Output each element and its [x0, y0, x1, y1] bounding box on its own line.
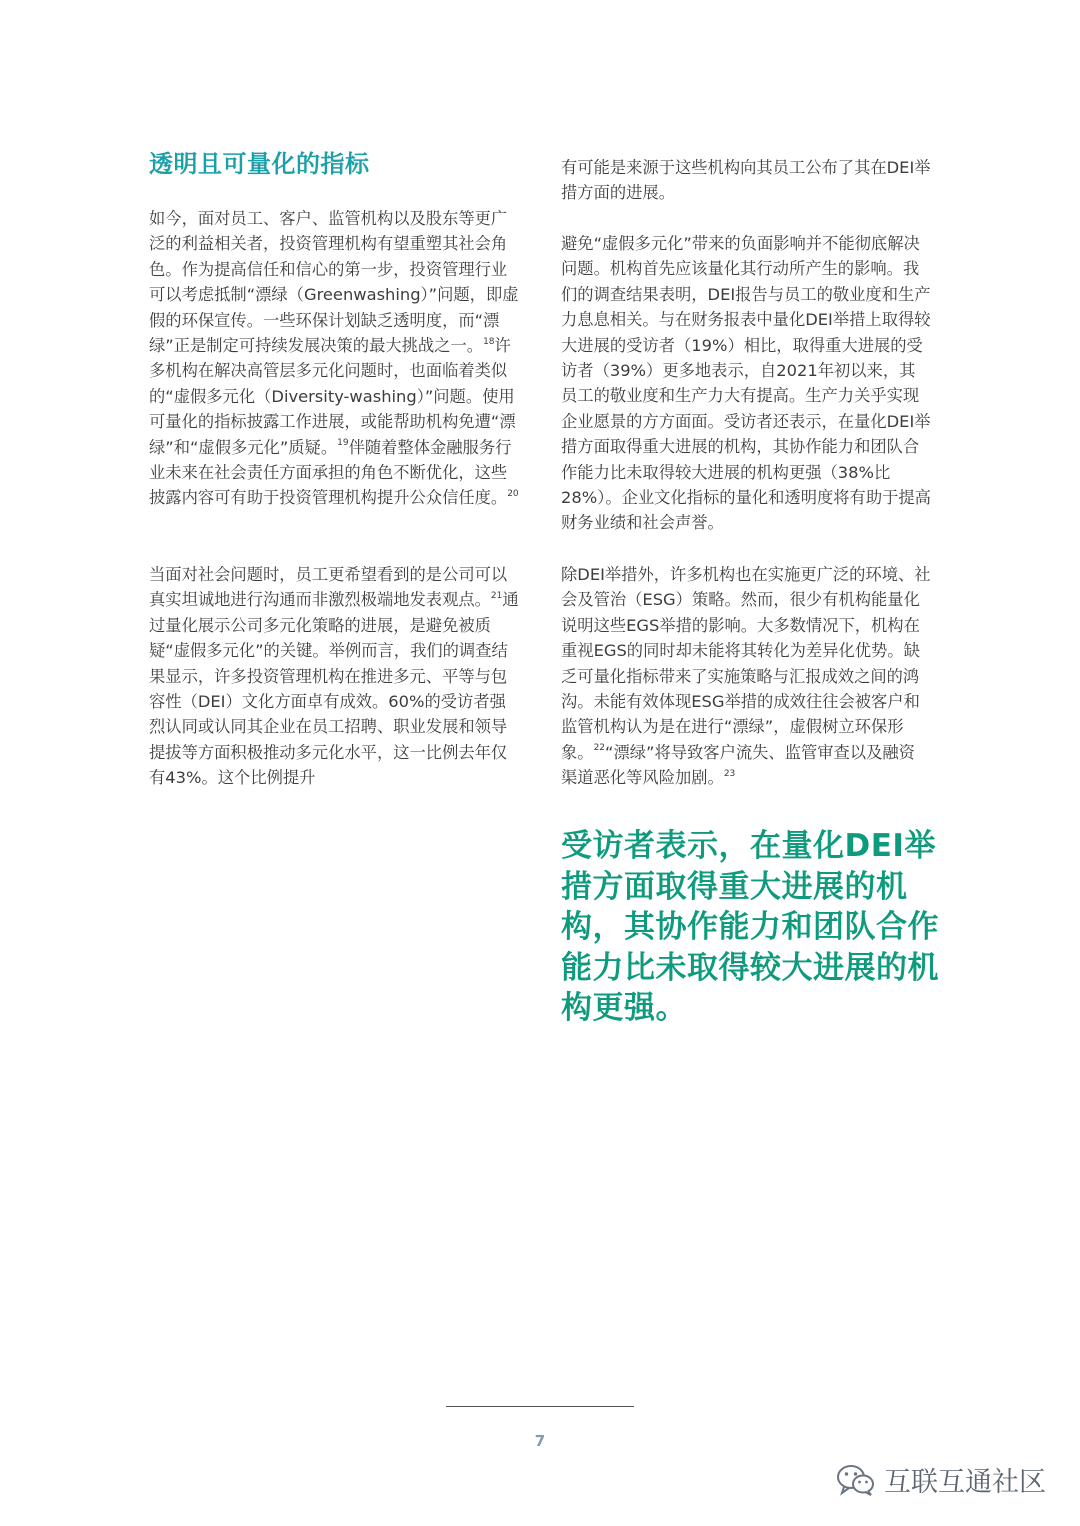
right-p3-text-2: “漂绿”将导致客户流失、监管审查以及融资渠道恶化等风险加剧。 — [561, 742, 915, 788]
pull-quote: 受访者表示，在量化DEI举措方面取得重大进展的机构，其协作能力和团队合作能力比未取得较大进展的机构更强。 — [561, 828, 939, 1026]
footer-divider — [446, 1406, 634, 1407]
right-paragraph-1: 有可能是来源于这些机构向其员工公布了其在DEI举措方面的进展。 — [561, 158, 931, 203]
right-p3-text-1: 除DEI举措外，许多机构也在实施更广泛的环境、社会及管治（ESG）策略。然而，很少有机构能量化说明这些EGS举措的影响。大多数情况下，机构在重视EGS的同时却未能将其转化为差异化优势。缺乏可量化指标带来了实施策略与汇报成效之间的鸿沟。未能有效体现ESG举措的成效往往会被客户和监管机构认为是在进行“漂绿”，虚假树立环保形象。 — [561, 565, 931, 762]
watermark-text: 互联互通社区 — [884, 1467, 1046, 1498]
left-p1-text-3: 伴随着整体金融服务行业未来在社会责任方面承担的角色不断优化，这些披露内容可有助于投资管理机构提升公众信任度。 — [149, 437, 512, 508]
wechat-icon — [836, 1463, 876, 1497]
footnote-ref-20: 20 — [507, 489, 519, 500]
footnote-ref-19: 19 — [337, 438, 349, 449]
page-number: 7 — [534, 1432, 546, 1450]
left-p2-text-2: 通过量化展示公司多元化策略的进展，是避免被质疑“虚假多元化”的关键。举例而言，我们的调查结果显示，许多投资管理机构在推进多元、平等与包容性（DEI）文化方面卓有成效。60%的受访者强烈认同或认同其企业在员工招聘、职业发展和领导提拔等方面积极推动多元化水平，这一比例去年仅有43%。这个比例提升 — [149, 590, 519, 788]
footnote-ref-18: 18 — [483, 336, 495, 347]
right-paragraph-3 — [561, 562, 931, 791]
section-title: 透明且可量化的指标 — [149, 150, 370, 178]
watermark — [836, 1460, 1046, 1499]
left-paragraph-2 — [149, 562, 519, 791]
left-p2-text-1: 当面对社会问题时，员工更希望看到的是公司可以真实坦诚地进行沟通而非激烈极端地发表观点。 — [149, 565, 508, 610]
left-p1-text-2: 许多机构在解决高管层多元化问题时，也面临着类似的“虚假多元化（Diversity-washing）”问题。使用可量化的指标披露工作进展，或能帮助机构免遭“漂绿”和“虚假多元化”质疑。 — [149, 336, 516, 457]
footnote-ref-22: 22 — [593, 743, 606, 754]
left-p1-text-1: 如今，面对员工、客户、监管机构以及股东等更广泛的利益相关者，投资管理机构有望重塑其社会角色。作为提高信任和信心的第一步，投资管理行业可以考虑抵制“漂绿（Greenwashing）”问题，即虚假的环保宣传。一些环保计划缺乏透明度，而“漂绿”正是制定可持续发展决策的最大挑战之一。 — [149, 209, 519, 356]
right-paragraph-2: 避免“虚假多元化”带来的负面影响并不能彻底解决问题。机构首先应该量化其行动所产生的影响。我们的调查结果表明，DEI报告与员工的敬业度和生产力息息相关。与在财务报表中量化DEI举措上取得较大进展的受访者（19%）相比，取得重大进展的受访者（39%）更多地表示，自2021年初以来，其员工的敬业度和生产力大有提高。生产力关乎实现企业愿景的方方面面。受访者还表示，在量化DEI举措方面取得重大进展的机构，其协作能力和团队合作能力比未取得较大进展的机构更强（38%比28%）。企业文化指标的量化和透明度将有助于提高财务业绩和社会声誉。 — [561, 234, 931, 533]
footnote-ref-21: 21 — [490, 590, 503, 601]
left-paragraph-1 — [149, 206, 519, 511]
footnote-ref-23: 23 — [723, 768, 736, 779]
